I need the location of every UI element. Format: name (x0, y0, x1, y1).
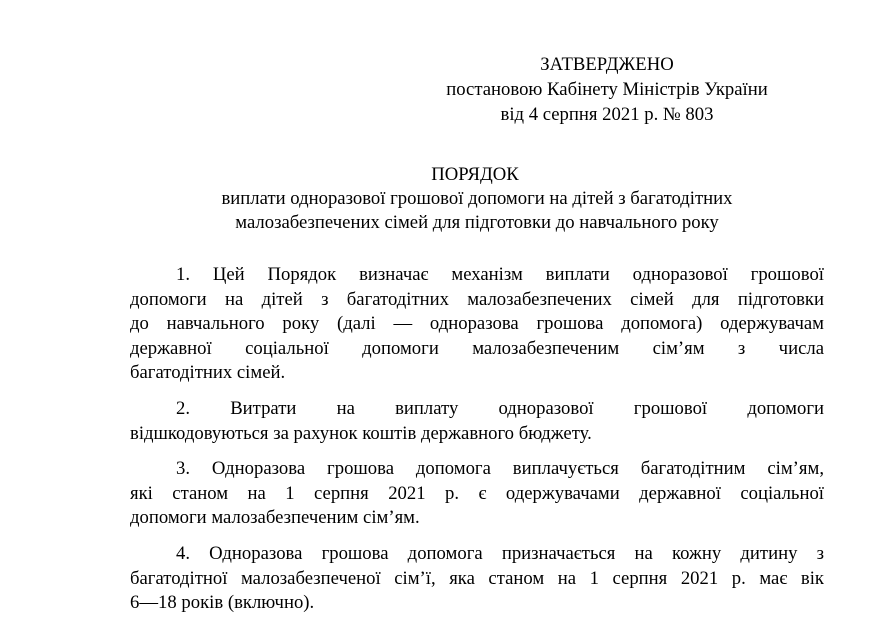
paragraph-line: 6—18 років (включно). (130, 592, 315, 614)
paragraph-line: 2. Витрати на виплату одноразової грошової допомоги (176, 397, 824, 419)
paragraph-line: багатодітної малозабезпеченої сім’ї, яка станом на 1 серпня 2021 р. має вік (130, 567, 824, 589)
approval-date: від 4 серпня 2021 р. № 803 (500, 104, 714, 125)
document-title (130, 163, 824, 235)
paragraph-line: відшкодовуються за рахунок коштів державного бюджету. (130, 422, 592, 444)
approval-heading: ЗАТВЕРДЖЕНО (540, 54, 674, 75)
paragraph-line: до навчального року (далі — одноразова грошова допомога) одержувачам (130, 313, 824, 335)
approval-block (400, 52, 814, 127)
paragraph-line: державної соціальної допомоги малозабезпеченим сім’ям з числа (130, 337, 824, 359)
paragraph-line: які станом на 1 серпня 2021 р. є одержувачами державної соціальної (130, 482, 824, 504)
paragraph (130, 457, 824, 531)
title-heading: ПОРЯДОК (431, 164, 519, 185)
paragraph (130, 542, 824, 616)
paragraph (130, 397, 824, 446)
paragraph-line: багатодітних сімей. (130, 362, 286, 384)
paragraph-line: 1. Цей Порядок визначає механізм виплати одноразової грошової (176, 264, 824, 285)
paragraph-line: 4. Одноразова грошова допомога призначається на кожну дитину з (176, 542, 824, 564)
paragraph-line: 3. Одноразова грошова допомога виплачується багатодітним сім’ям, (176, 458, 824, 480)
paragraph (130, 263, 824, 386)
title-subtitle-line: малозабезпечених сімей для підготовки до навчального року (235, 212, 719, 233)
title-subtitle-line: виплати одноразової грошової допомоги на дітей з багатодітних (221, 188, 733, 209)
paragraph-line: допомоги малозабезпеченим сім’ям. (130, 507, 420, 529)
document-body (130, 263, 824, 627)
paragraph-line: допомоги на дітей з багатодітних малозабезпечених сімей для підготовки (130, 288, 824, 310)
approval-line: постановою Кабінету Міністрів України (446, 79, 768, 100)
